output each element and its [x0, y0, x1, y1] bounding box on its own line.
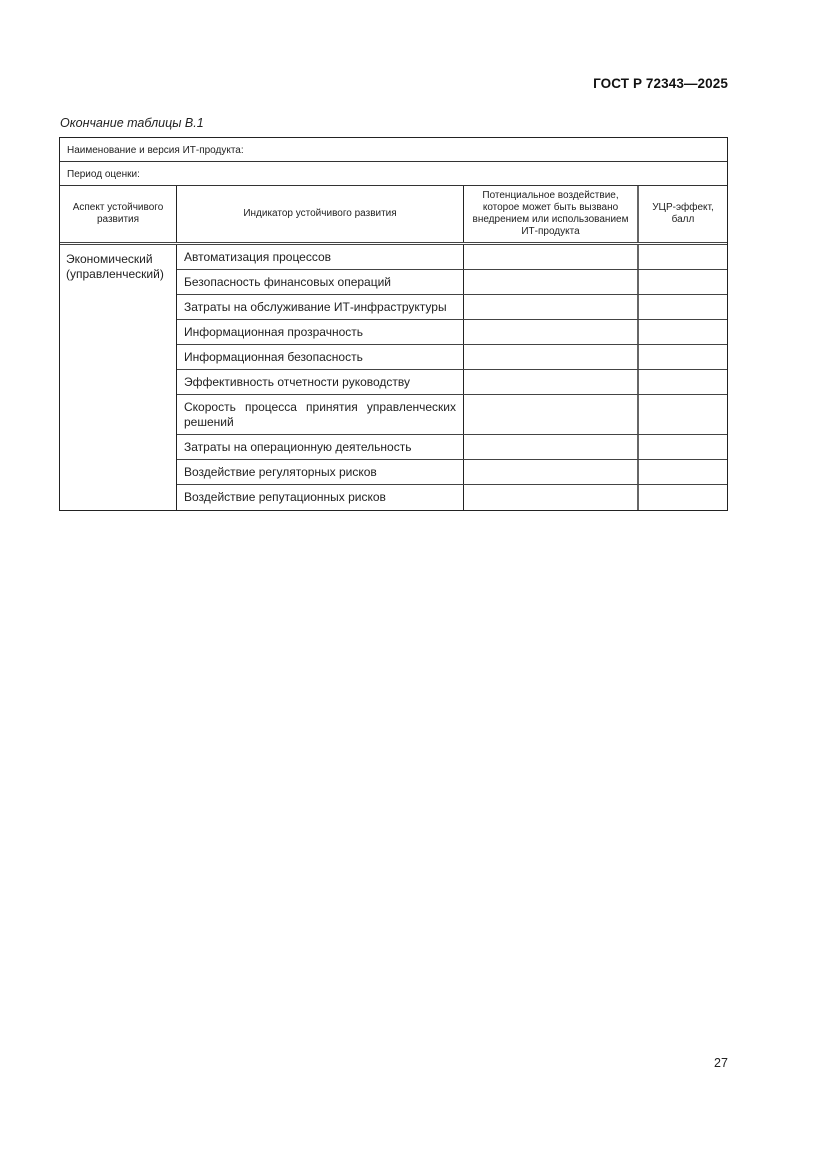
score-cell[interactable]: [639, 270, 727, 294]
indicator-cell: Безопасность финансовых операций: [177, 270, 464, 294]
indicator-cell: Информационная безопасность: [177, 345, 464, 369]
score-cell[interactable]: [639, 460, 727, 484]
assessment-table: [59, 137, 728, 511]
indicator-cell: Затраты на обслуживание ИТ-инфраструктуры: [177, 295, 464, 319]
header-potential-impact: Потенциальное воздействие, которое может быть вызвано внедрением или использованием ИТ-продукта: [464, 186, 639, 242]
impact-cell[interactable]: [464, 345, 639, 369]
table-row: [177, 295, 727, 320]
product-name-row: Наименование и версия ИТ-продукта:: [60, 138, 727, 162]
score-cell[interactable]: [639, 245, 727, 269]
indicator-cell: Воздействие регуляторных рисков: [177, 460, 464, 484]
impact-cell[interactable]: [464, 395, 639, 434]
score-cell[interactable]: [639, 395, 727, 434]
impact-cell[interactable]: [464, 320, 639, 344]
table-row: [177, 395, 727, 435]
assessment-period-row: Период оценки:: [60, 162, 727, 186]
table-row: [177, 435, 727, 460]
indicator-cell: Скорость процесса принятия управленческих решений: [177, 395, 464, 434]
impact-cell[interactable]: [464, 245, 639, 269]
header-score: УЦР-эффект, балл: [652, 202, 714, 225]
table-header: [60, 186, 727, 245]
score-cell[interactable]: [639, 345, 727, 369]
table-row: [177, 270, 727, 295]
table-caption: Окончание таблицы В.1: [60, 116, 204, 130]
indicator-cell: Эффективность отчетности руководству: [177, 370, 464, 394]
table-row: [177, 345, 727, 370]
table-row: [177, 485, 727, 510]
score-cell[interactable]: [639, 370, 727, 394]
table-row: [177, 245, 727, 270]
score-cell[interactable]: [639, 295, 727, 319]
header-indicator: Индикатор устойчивого развития: [177, 186, 464, 242]
impact-cell[interactable]: [464, 485, 639, 510]
score-cell[interactable]: [639, 435, 727, 459]
score-cell[interactable]: [639, 320, 727, 344]
impact-cell[interactable]: [464, 295, 639, 319]
page-number: 27: [714, 1056, 728, 1070]
indicator-cell: Информационная прозрачность: [177, 320, 464, 344]
document-code: ГОСТ Р 72343—2025: [593, 76, 728, 91]
indicator-cell: Воздействие репутационных рисков: [177, 485, 464, 510]
header-aspect: Аспект устойчивого развития: [60, 186, 177, 242]
table-row: [177, 460, 727, 485]
table-row: [177, 320, 727, 345]
impact-cell[interactable]: [464, 270, 639, 294]
indicator-cell: Автоматизация процессов: [177, 245, 464, 269]
impact-cell[interactable]: [464, 370, 639, 394]
indicator-rows: [177, 245, 727, 510]
indicator-cell: Затраты на операционную деятельность: [177, 435, 464, 459]
table-row: [177, 370, 727, 395]
table-body: [60, 245, 727, 510]
aspect-cell: Экономический (управленческий): [60, 245, 177, 510]
impact-cell[interactable]: [464, 460, 639, 484]
impact-cell[interactable]: [464, 435, 639, 459]
score-cell[interactable]: [639, 485, 727, 510]
